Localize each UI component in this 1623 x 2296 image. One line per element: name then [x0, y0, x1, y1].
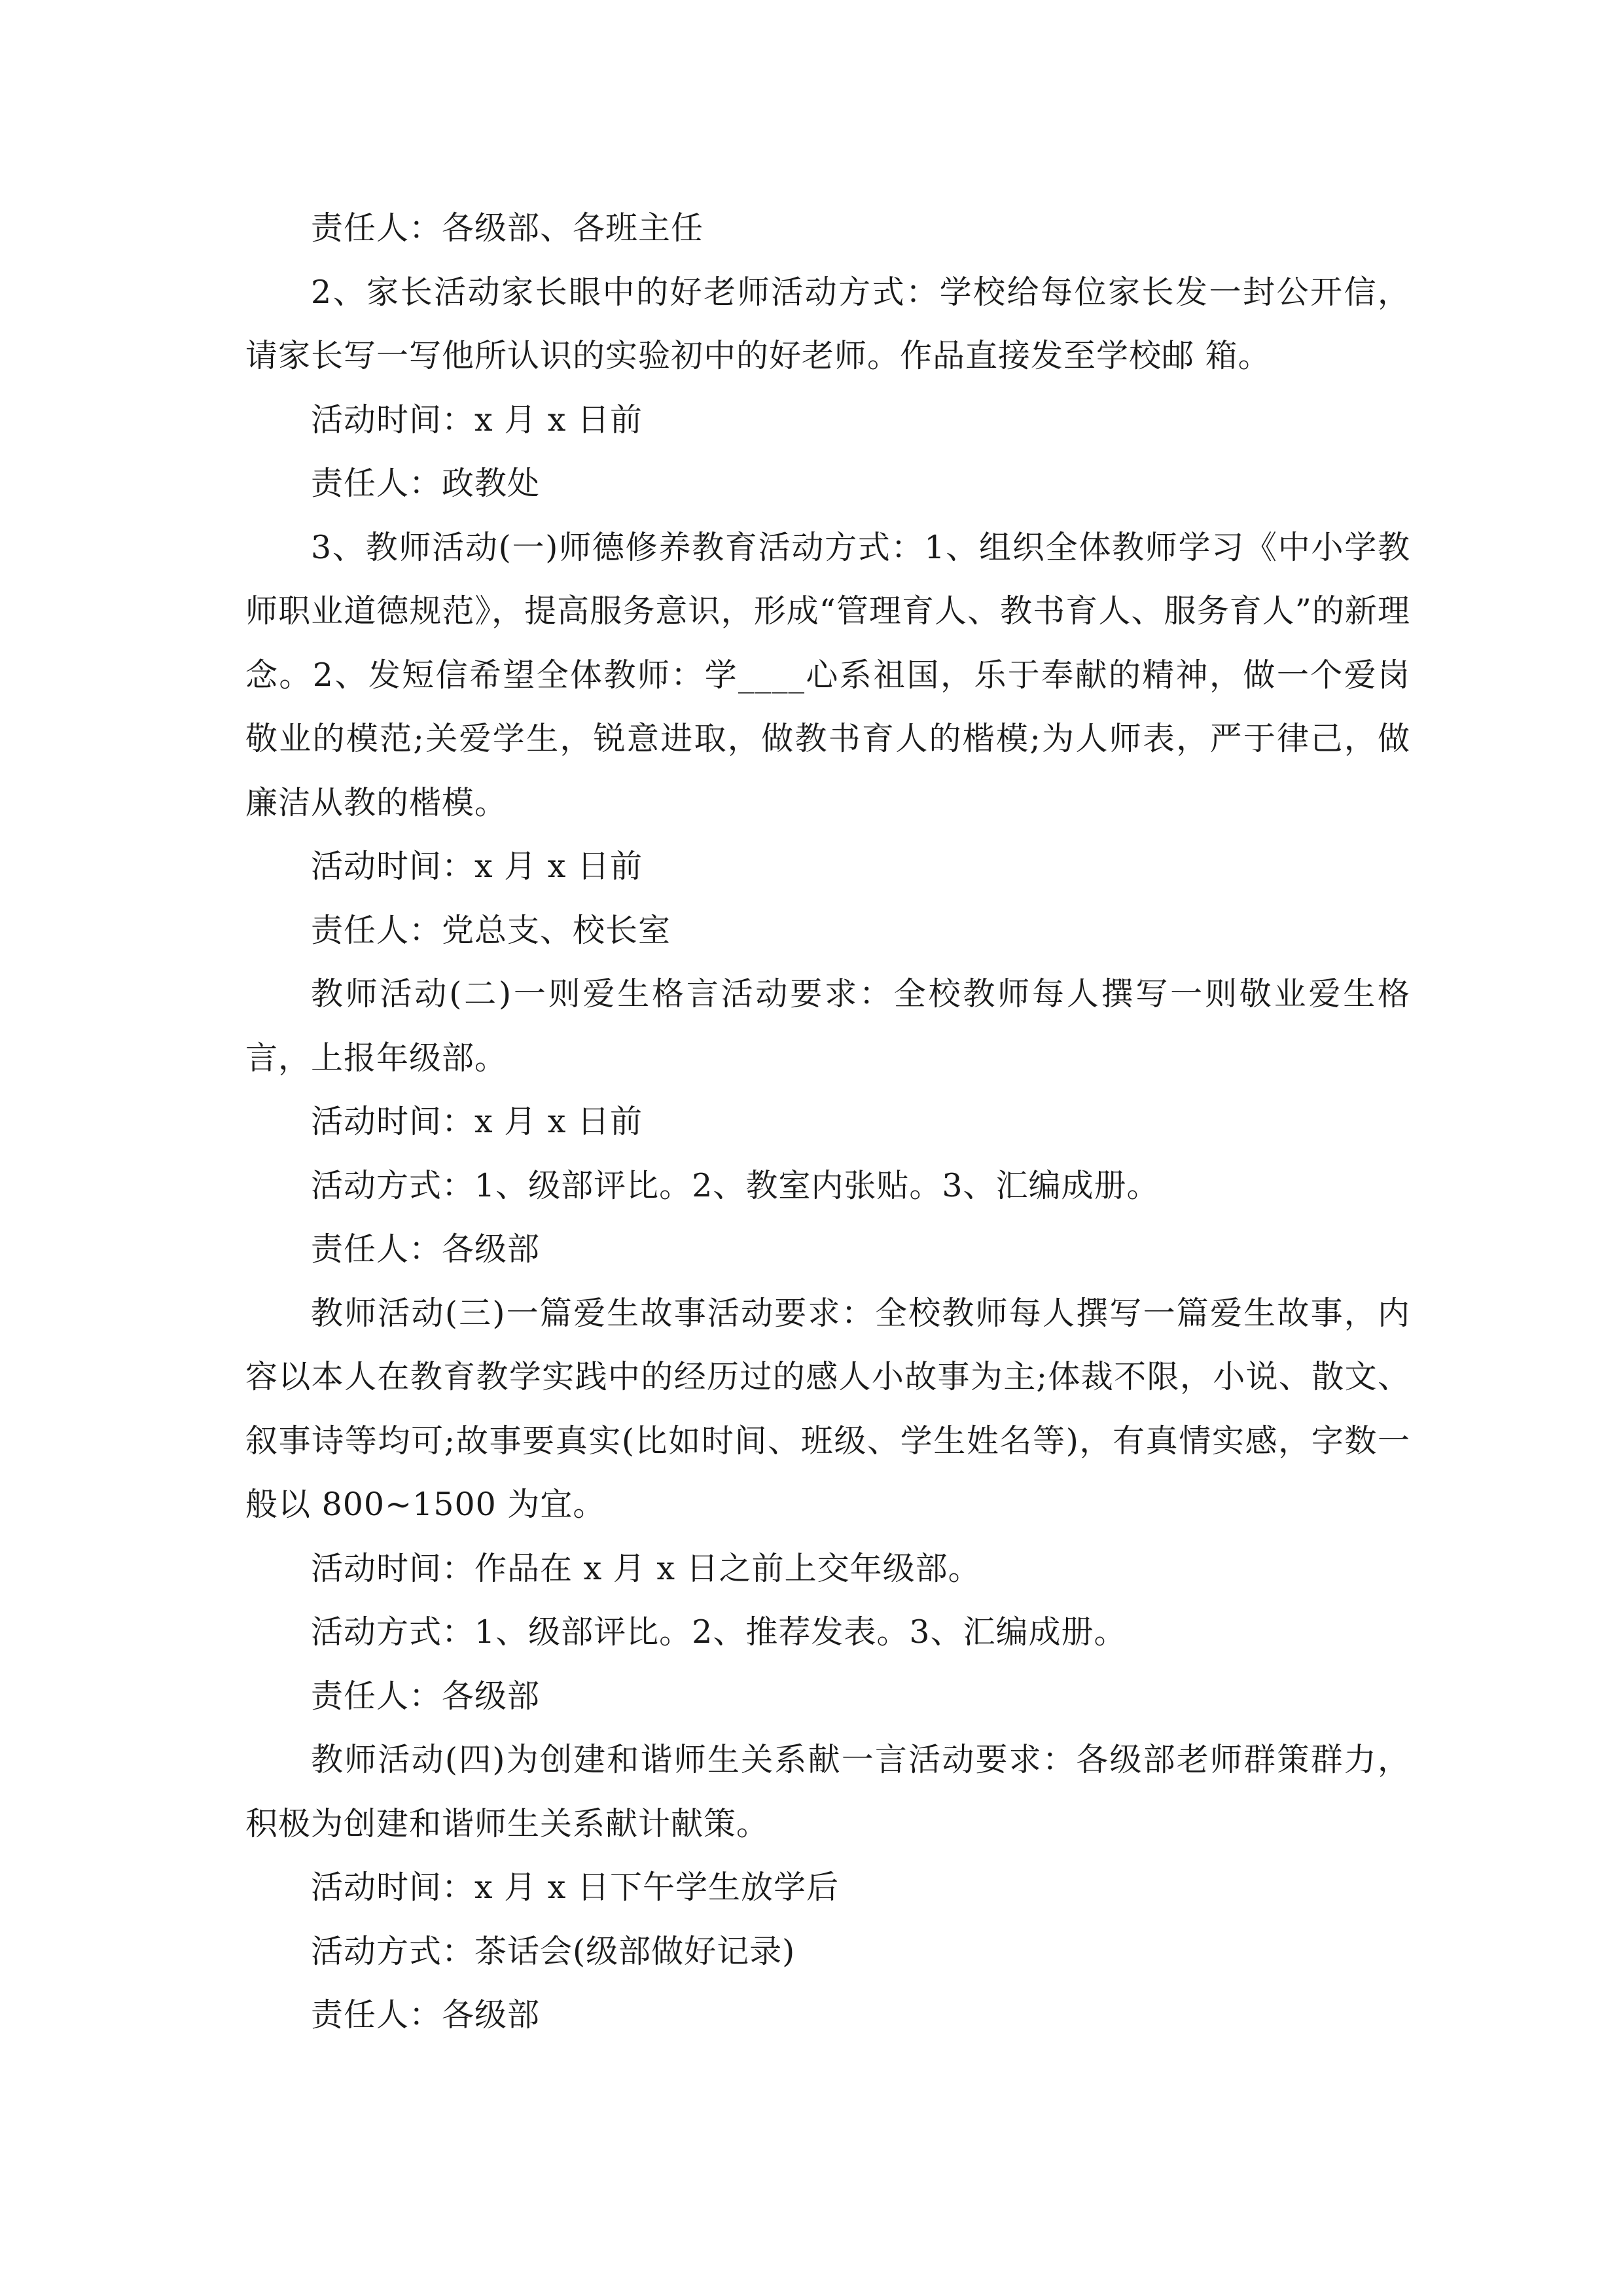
paragraph-teacher-activity-2: 教师活动(二)一则爱生格言活动要求：全校教师每人撰写一则敬业爱生格言，上报年级部。 [245, 975, 1410, 1077]
paragraph-method-2: 活动方式：1、级部评比。2、推荐发表。3、汇编成册。 [311, 1613, 1127, 1651]
paragraph-time-3: 活动时间：x 月 x 日前 [311, 1103, 643, 1140]
paragraph-parent-activity: 2、家长活动家长眼中的好老师活动方式：学校给每位家长发一封公开信，请家长写一写他所认识的实验初中的好老师。作品直接发至学校邮 箱。 [245, 273, 1410, 374]
paragraph-teacher-activity-3: 教师活动(三)一篇爱生故事活动要求：全校教师每人撰写一篇爱生故事，内容以本人在教育教学实践中的经历过的感人小故事为主;体裁不限，小说、散文、叙事诗等均可;故事要真实(比如时间、班级、学生姓名等)，有真情实感，字数一般以 800~1500 为宜。 [245, 1294, 1410, 1523]
paragraph-time-5: 活动时间：x 月 x 日下午学生放学后 [311, 1869, 839, 1906]
paragraph-responsible-1: 责任人：各级部、各班主任 [311, 209, 704, 247]
paragraph-teacher-activity-1: 3、教师活动(一)师德修养教育活动方式：1、组织全体教师学习《中小学教师职业道德规范》，提高服务意识，形成“管理育人、教书育人、服务育人”的新理念。2、发短信希望全体教师：学____心系祖国，乐于奉献的精神，做一个爱岗敬业的模范;关爱学生，锐意进取，做教书育人的楷模;为人师表，严于律己，做廉洁从教的楷模。 [245, 528, 1410, 821]
paragraph-responsible-2: 责任人：政教处 [311, 465, 541, 502]
paragraph-method-1: 活动方式：1、级部评比。2、教室内张贴。3、汇编成册。 [311, 1166, 1160, 1204]
paragraph-responsible-5: 责任人：各级部 [311, 1677, 541, 1715]
paragraph-time-2: 活动时间：x 月 x 日前 [311, 848, 643, 885]
paragraph-teacher-activity-4: 教师活动(四)为创建和谐师生关系献一言活动要求：各级部老师群策群力，积极为创建和谐师生关系献计献策。 [245, 1741, 1410, 1842]
paragraph-time-4: 活动时间：作品在 x 月 x 日之前上交年级部。 [311, 1549, 981, 1587]
paragraph-responsible-6: 责任人：各级部 [311, 1996, 541, 2034]
paragraph-time-1: 活动时间：x 月 x 日前 [311, 401, 643, 439]
document-body [245, 196, 1410, 2047]
paragraph-responsible-4: 责任人：各级部 [311, 1230, 541, 1268]
paragraph-responsible-3: 责任人：党总支、校长室 [311, 911, 671, 949]
paragraph-method-3: 活动方式：茶话会(级部做好记录) [311, 1932, 796, 1970]
